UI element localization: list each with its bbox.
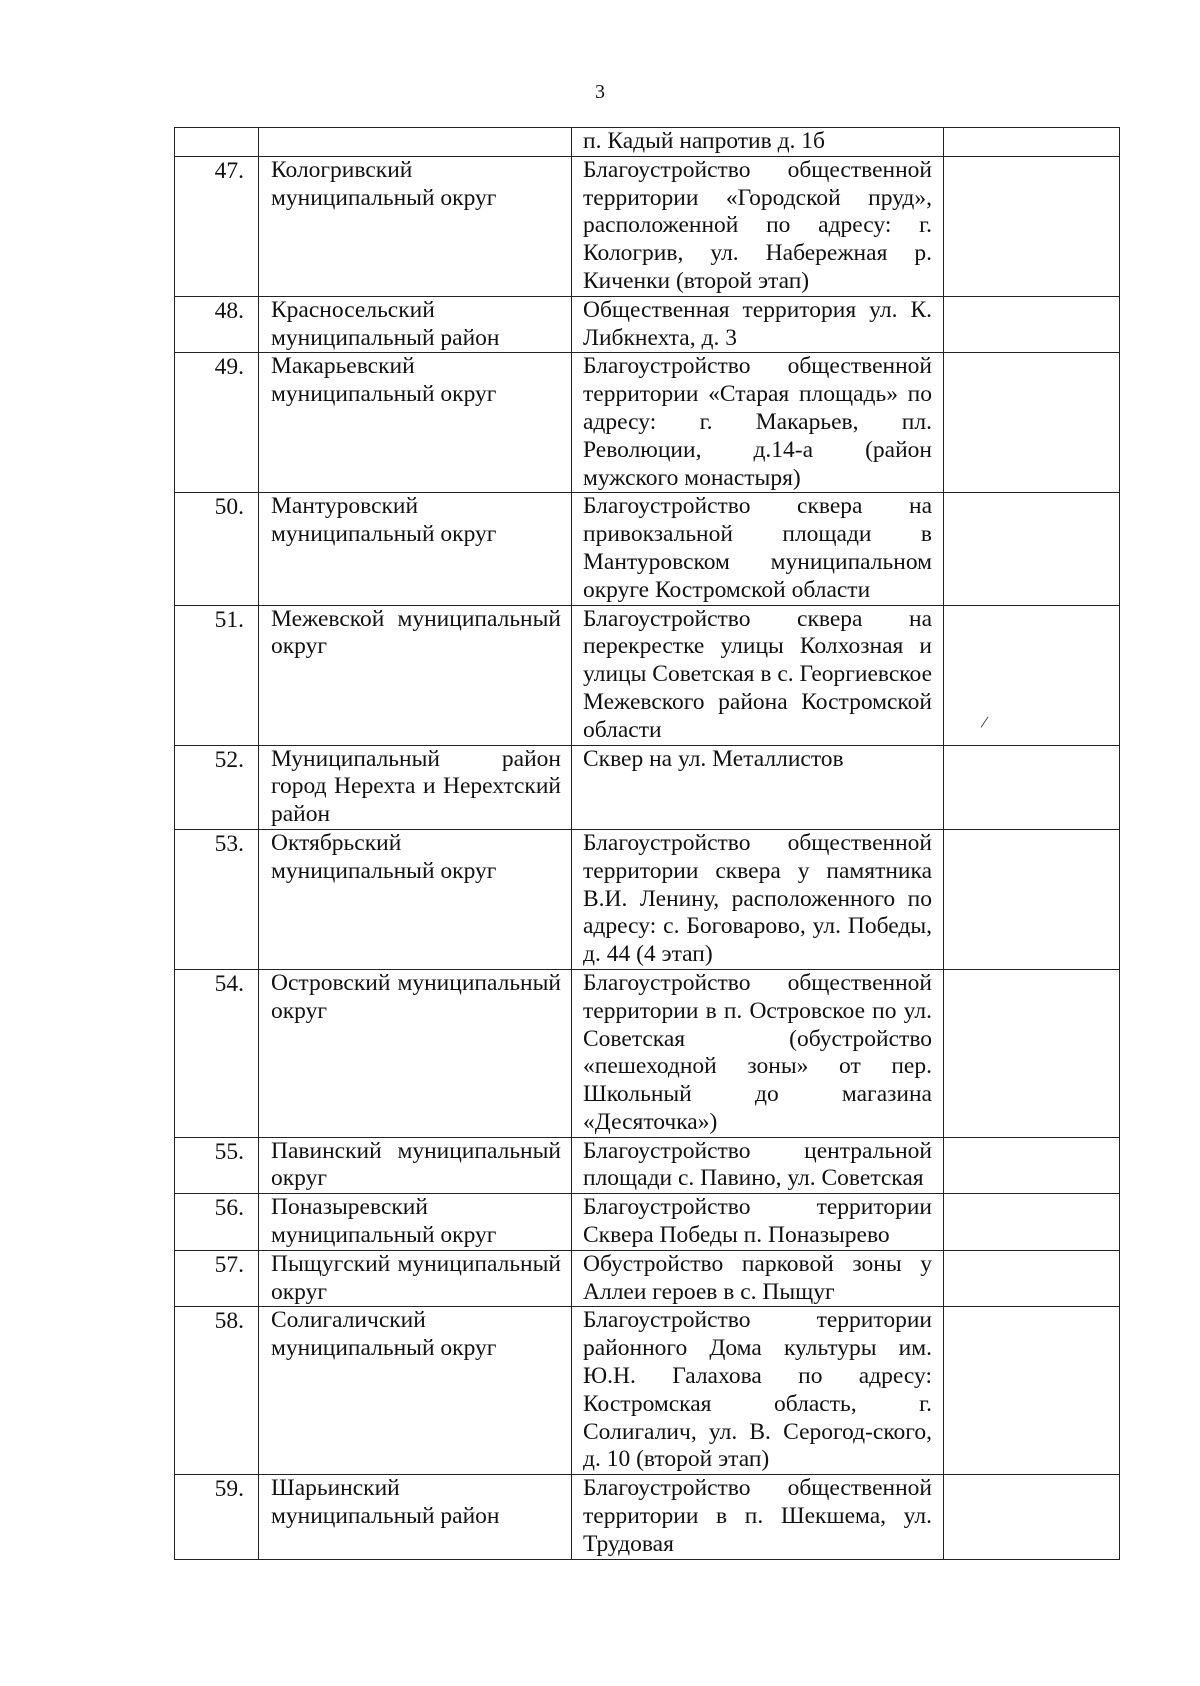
table-row — [175, 969, 1120, 1137]
project-object-cell: Благоустройство общественной территории в п. Островское по ул. Советская (обустройство «пешеходной зоны» от пер. Школьный до магазина «Десяточка») — [572, 969, 944, 1137]
table-row — [175, 605, 1120, 745]
stray-pen-mark: / — [979, 711, 990, 733]
row-number-cell: 52. — [175, 745, 259, 829]
note-cell — [944, 1307, 1120, 1475]
note-cell — [944, 605, 1120, 745]
project-object-cell: Благоустройство общественной территории «Старая площадь» по адресу: г. Макарьев, пл. Революции, д.14-а (район мужского монастыря) — [572, 353, 944, 493]
row-number-cell: 48. — [175, 296, 259, 353]
table-row — [175, 1475, 1120, 1559]
note-cell — [944, 1194, 1120, 1251]
project-object-cell: Благоустройство территории районного Дома культуры им. Ю.Н. Галахова по адресу: Костромская область, г. Солигалич, ул. В. Серогод-ского, д. 10 (второй этап) — [572, 1307, 944, 1475]
table-row — [175, 353, 1120, 493]
municipality-cell: Макарьевский муниципальный округ — [259, 353, 572, 493]
note-cell — [944, 1475, 1120, 1559]
table-row — [175, 745, 1120, 829]
municipality-cell: Шарьинский муниципальный район — [259, 1475, 572, 1559]
note-cell — [944, 156, 1120, 296]
row-number-cell: 50. — [175, 493, 259, 605]
row-number-cell: 49. — [175, 353, 259, 493]
row-number-cell: 59. — [175, 1475, 259, 1559]
table-row — [175, 128, 1120, 157]
project-object-cell: Благоустройство сквера на привокзальной площади в Мантуровском муниципальном округе Костромской области — [572, 493, 944, 605]
municipality-cell: Поназыревский муниципальный округ — [259, 1194, 572, 1251]
project-object-cell: п. Кадый напротив д. 1б — [572, 128, 944, 157]
table-body — [175, 128, 1120, 1560]
row-number-cell: 55. — [175, 1137, 259, 1194]
row-number-cell: 54. — [175, 969, 259, 1137]
municipality-cell: Павинский муниципальный округ — [259, 1137, 572, 1194]
note-cell — [944, 296, 1120, 353]
project-object-cell: Благоустройство сквера на перекрестке улицы Колхозная и улицы Советская в с. Георгиевское Межевского района Костромской области — [572, 605, 944, 745]
project-object-cell: Сквер на ул. Металлистов — [572, 745, 944, 829]
project-object-cell: Благоустройство общественной территории в п. Шекшема, ул. Трудовая — [572, 1475, 944, 1559]
table-row — [175, 1307, 1120, 1475]
municipality-cell: Солигаличский муниципальный округ — [259, 1307, 572, 1475]
note-cell — [944, 969, 1120, 1137]
note-cell — [944, 493, 1120, 605]
note-cell — [944, 829, 1120, 969]
table-row — [175, 1137, 1120, 1194]
municipality-cell — [259, 128, 572, 157]
note-cell — [944, 1137, 1120, 1194]
table-row — [175, 296, 1120, 353]
project-object-cell: Благоустройство общественной территории «Городской пруд», расположенной по адресу: г. Кологрив, ул. Набережная р. Киченки (второй этап) — [572, 156, 944, 296]
project-object-cell: Общественная территория ул. К. Либкнехта, д. 3 — [572, 296, 944, 353]
note-cell — [944, 353, 1120, 493]
project-object-cell: Благоустройство центральной площади с. Павино, ул. Советская — [572, 1137, 944, 1194]
table-row — [175, 156, 1120, 296]
project-object-cell: Обустройство парковой зоны у Аллеи героев в с. Пыщуг — [572, 1250, 944, 1307]
row-number-cell: 57. — [175, 1250, 259, 1307]
row-number-cell — [175, 128, 259, 157]
row-number-cell: 51. — [175, 605, 259, 745]
municipality-cell: Октябрьский муниципальный округ — [259, 829, 572, 969]
table-row — [175, 829, 1120, 969]
project-object-cell: Благоустройство территории Сквера Победы п. Поназырево — [572, 1194, 944, 1251]
table-row — [175, 1250, 1120, 1307]
row-number-cell: 56. — [175, 1194, 259, 1251]
row-number-cell: 58. — [175, 1307, 259, 1475]
table-row — [175, 1194, 1120, 1251]
municipality-cell: Кологривский муниципальный округ — [259, 156, 572, 296]
municipality-cell: Пыщугский муниципальный округ — [259, 1250, 572, 1307]
row-number-cell: 47. — [175, 156, 259, 296]
note-cell — [944, 745, 1120, 829]
row-number-cell: 53. — [175, 829, 259, 969]
municipality-cell: Муниципальный район город Нерехта и Нерехтский район — [259, 745, 572, 829]
municipality-cell: Островский муниципальный округ — [259, 969, 572, 1137]
note-cell — [944, 1250, 1120, 1307]
page-number: 3 — [595, 81, 605, 103]
municipality-cell: Межевской муниципальный округ — [259, 605, 572, 745]
municipal-projects-table — [174, 127, 1120, 1560]
table-row — [175, 493, 1120, 605]
note-cell — [944, 128, 1120, 157]
municipality-cell: Мантуровский муниципальный округ — [259, 493, 572, 605]
municipality-cell: Красносельский муниципальный район — [259, 296, 572, 353]
project-object-cell: Благоустройство общественной территории сквера у памятника В.И. Ленину, расположенного по адресу: с. Боговарово, ул. Победы, д. 44 (4 этап) — [572, 829, 944, 969]
